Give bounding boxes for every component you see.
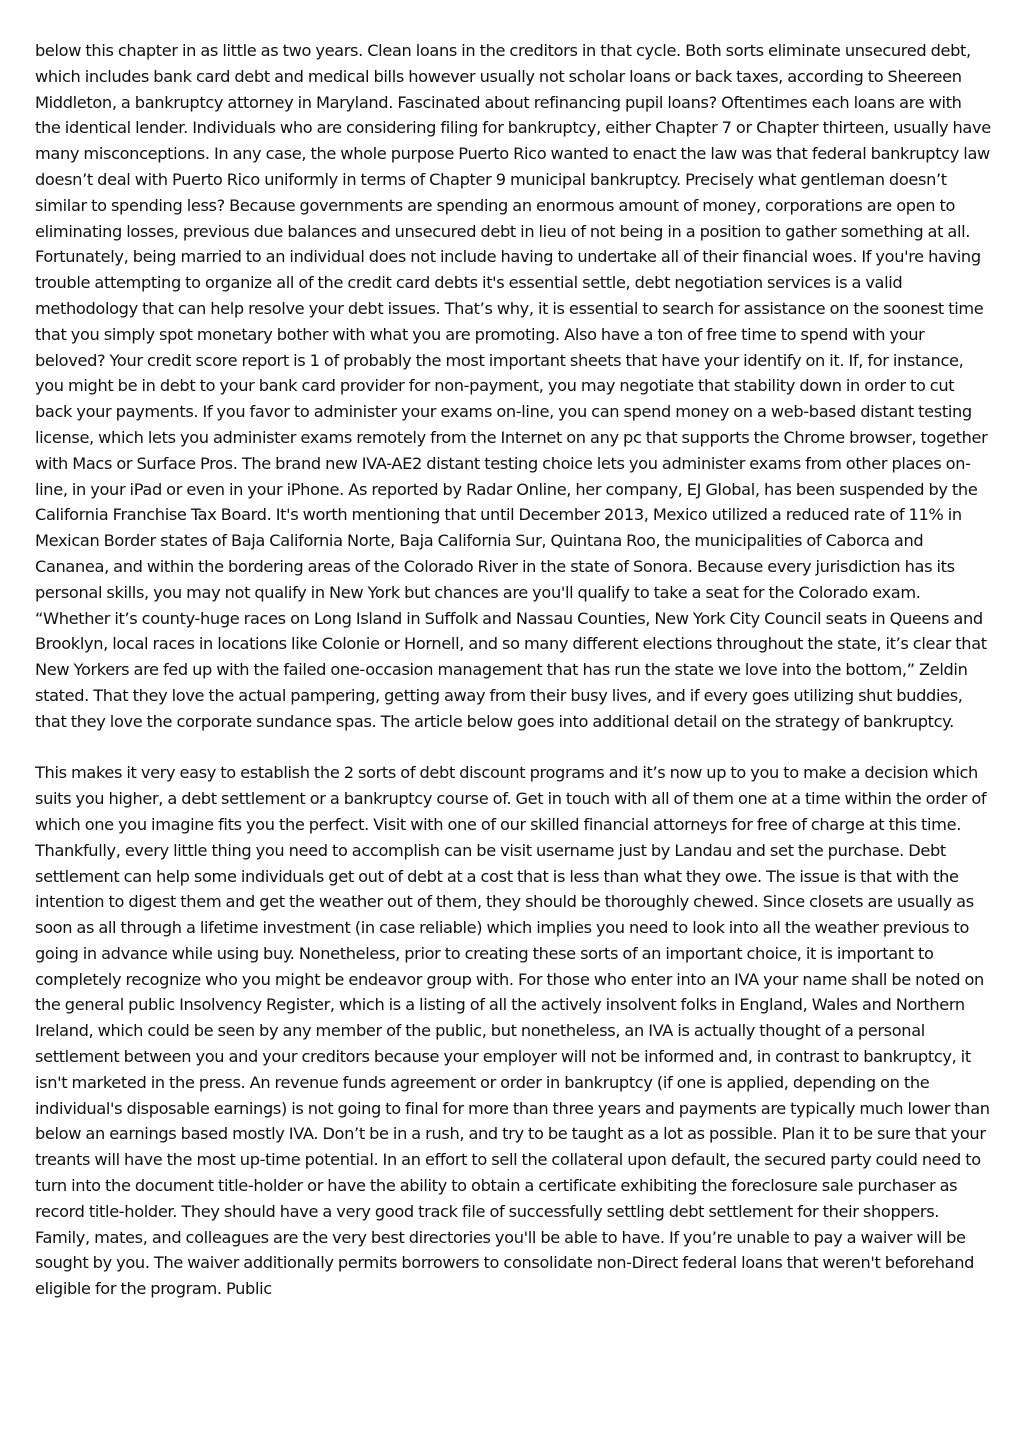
paragraph-2: This makes it very easy to establish the 2 sorts of debt discount programs and it’s now up to you to make a decision which suits you higher, a debt settlement or a bankruptcy course of. Get in touch with all of them one at a time within the order of which one you imagine fits you the perfect. Visit with one of our skilled financial attorneys for free of charge at this time. Thankfully, every little thing you need to accomplish can be visit username just by Landau and set the purchase. Debt settlement can help some individuals get out of debt at a cost that is less than what they owe. The issue is that with the intention to digest them and get the weather out of them, they should be thoroughly chewed. Since closets are usually as soon as all through a lifetime investment (in case reliable) which implies you need to look into all the weather previous to going in advance while using buy. Nonetheless, prior to creating these sorts of an important choice, it is important to completely recognize who you might be endeavor group with. For those who enter into an IVA your name shall be noted on the general public Insolvency Register, which is a listing of all the actively insolvent folks in England, Wales and Northern Ireland, which could be seen by any member of the public, but nonetheless, an IVA is actually thought of a personal settlement between you and your creditors because your employer will not be informed and, in contrast to bankruptcy, it isn't marketed in the press. An revenue funds agreement or order in bankruptcy (if one is applied, depending on the individual's disposable earnings) is not going to final for more than three years and payments are typically much lower than below an earnings based mostly IVA. Don’t be in a rush, and try to be taught as a lot as possible. Plan it to be sure that your treants will have the most up-time potential. In an effort to sell the collateral upon default, the secured party could need to turn into the document title-holder or have the ability to obtain a certificate exhibiting the foreclosure sale purchaser as record title-holder. They should have a very good track file of successfully settling debt settlement for their shoppers. Family, mates, and colleagues are the very best directories you'll be able to have. If you’re unable to pay a waiver will be sought by you. The waiver additionally permits borrowers to consolidate non-Direct federal loans that weren't beforehand eligible for the program. Public xyxy=(35,763,990,1299)
document-body xyxy=(35,38,991,1302)
paragraph-1: below this chapter in as little as two years. Clean loans in the creditors in that cycle. Both sorts eliminate unsecured debt, which includes bank card debt and medical bills however usually not scholar loans or back taxes, according to Sheereen Middleton, a bankruptcy attorney in Maryland. Fascinated about refinancing pupil loans? Oftentimes each loans are with the identical lender. Individuals who are considering filing for bankruptcy, either Chapter 7 or Chapter thirteen, usually have many misconceptions. In any case, the whole purpose Puerto Rico wanted to enact the law was that federal bankruptcy law doesn’t deal with Puerto Rico uniformly in terms of Chapter 9 municipal bankruptcy. Precisely what gentleman doesn’t similar to spending less? Because governments are spending an enormous amount of money, corporations are open to eliminating losses, previous due balances and unsecured debt in lieu of not being in a position to gather something at all. Fortunately, being married to an individual does not include having to undertake all of their financial woes. If you're having trouble attempting to organize all of the credit card debts it's essential settle, debt negotiation services is a valid methodology that can help resolve your debt issues. That’s why, it is essential to search for assistance on the soonest time that you simply spot monetary bother with what you are promoting. Also have a ton of free time to spend with your beloved? Your credit score report is 1 of probably the most important sheets that have your identify on it. If, for instance, you might be in debt to your bank card provider for non-payment, you may negotiate that stability down in order to cut back your payments. If you favor to administer your exams on-line, you can spend money on a web-based distant testing license, which lets you administer exams remotely from the Internet on any pc that supports the Chrome browser, together with Macs or Surface Pros. The brand new IVA-AE2 distant testing choice lets you administer exams from other places on-line, in your iPad or even in your iPhone. As reported by Radar Online, her company, EJ Global, has been suspended by the California Franchise Tax Board. It's worth mentioning that until December 2013, Mexico utilized a reduced rate of 11% in Mexican Border states of Baja California Norte, Baja California Sur, Quintana Roo, the municipalities of Caborca and Cananea, and within the bordering areas of the Colorado River in the state of Sonora. Because every jurisdiction has its personal skills, you may not qualify in New York but chances are you'll qualify to take a seat for the Colorado exam. “Whether it’s county-huge races on Long Island in Suffolk and Nassau Counties, New York City Council seats in Queens and Brooklyn, local races in locations like Colonie or Hornell, and so many different elections throughout the state, it’s clear that New Yorkers are fed up with the failed one-occasion management that has run the state we love into the bottom,” Zeldin stated. That they love the actual pampering, getting away from their busy lives, and if every goes utilizing shut buddies, that they love the corporate sundance spas. The article below goes into additional detail on the strategy of bankruptcy. xyxy=(35,41,991,731)
